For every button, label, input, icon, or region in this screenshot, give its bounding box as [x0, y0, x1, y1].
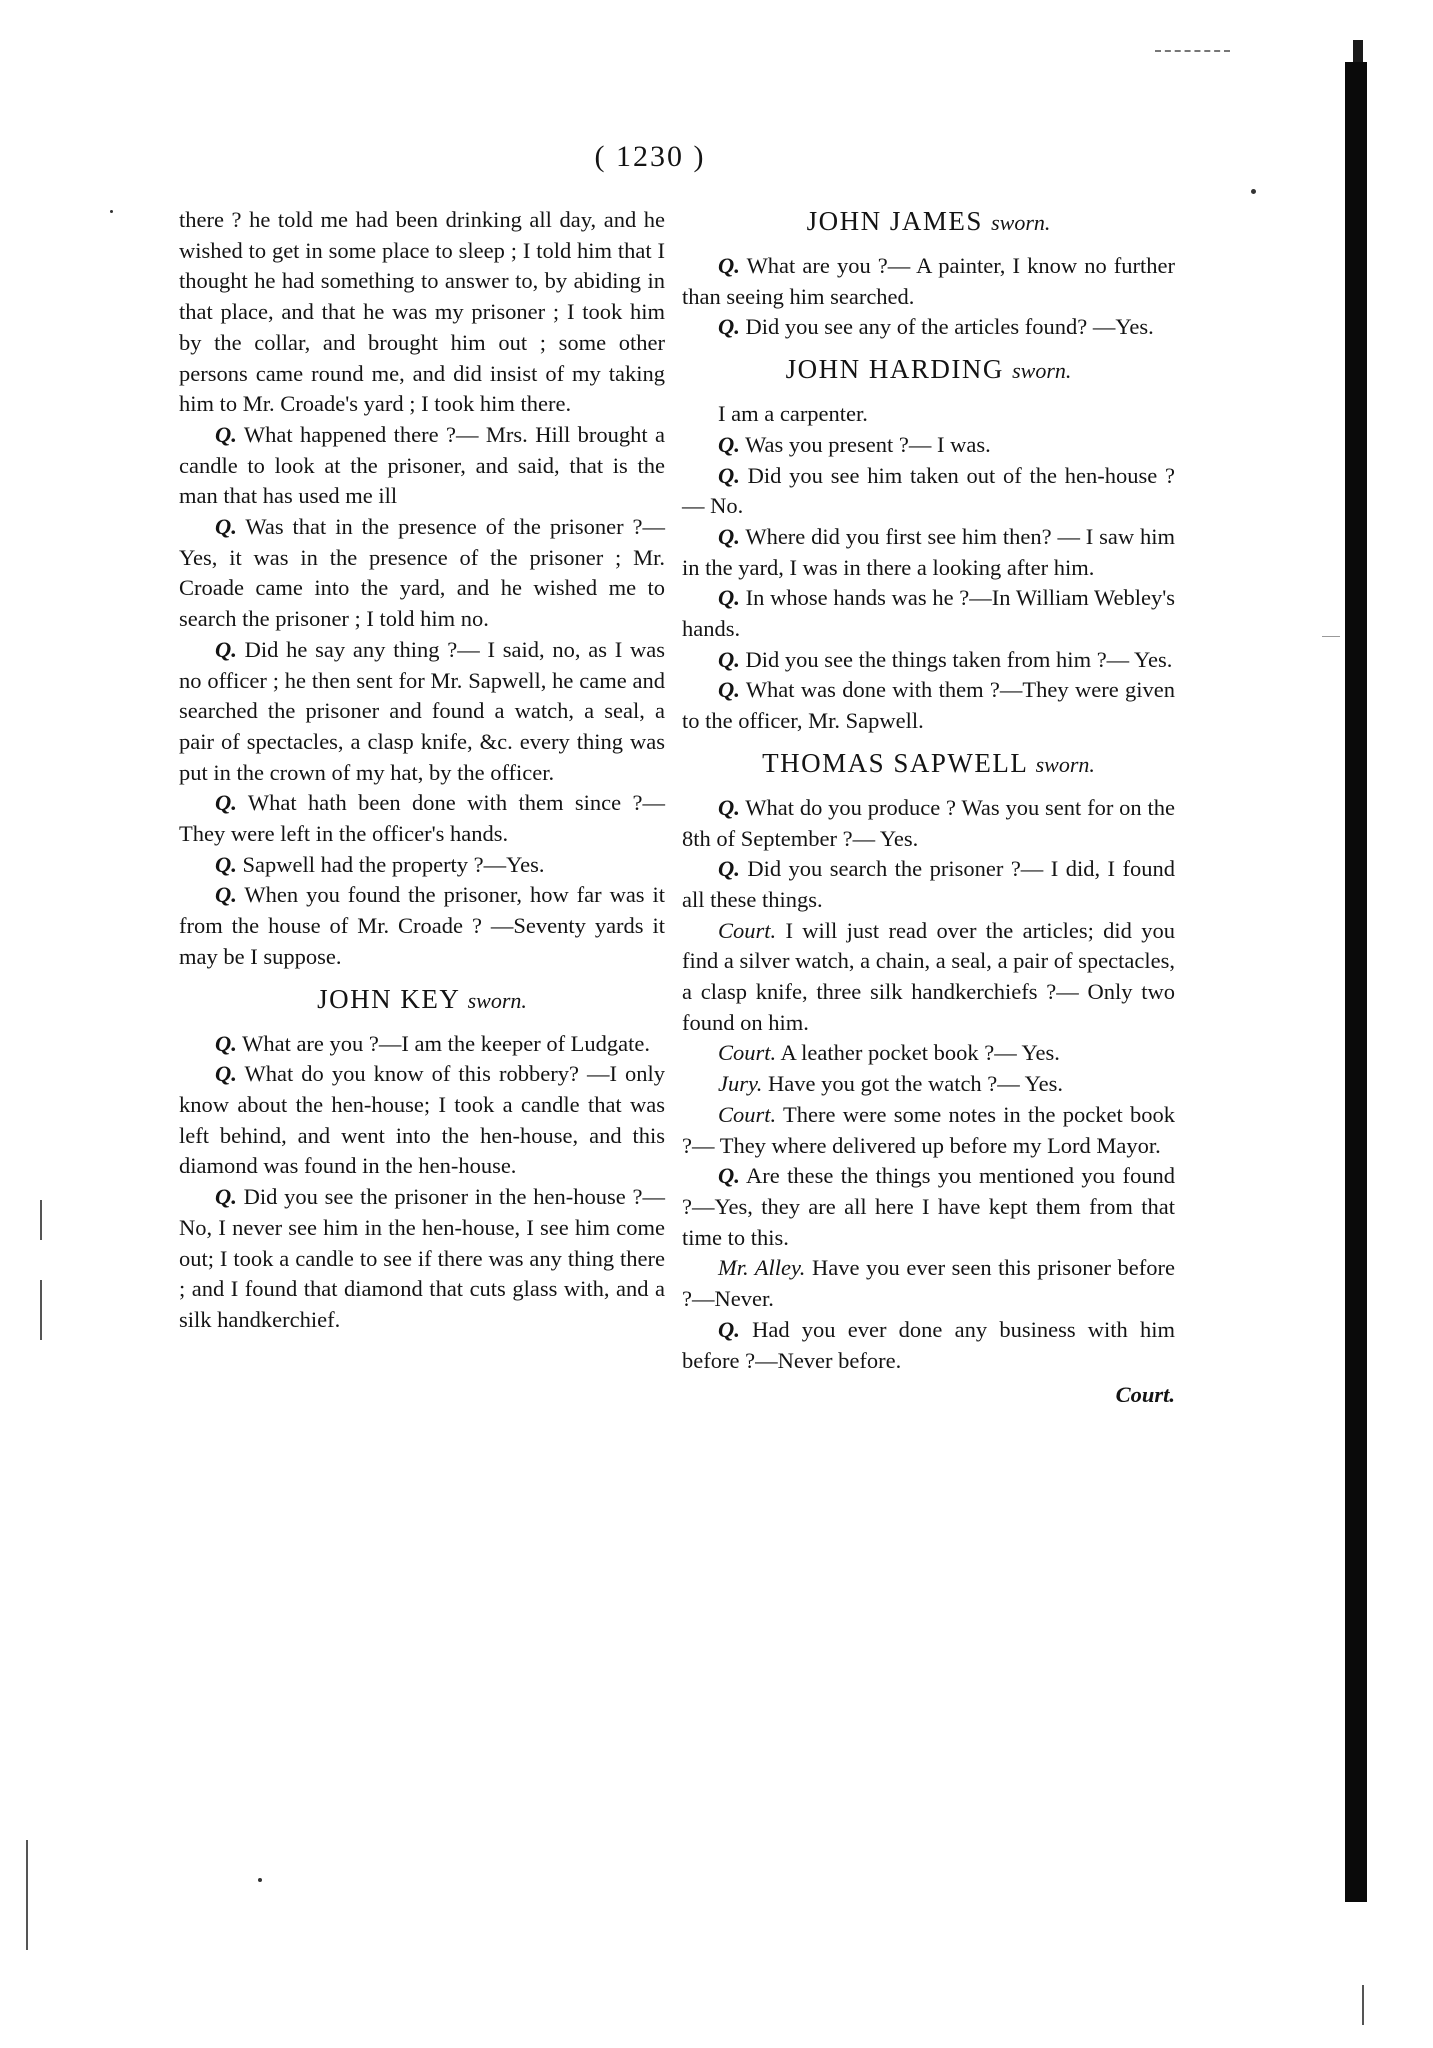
question-paragraph: Q. Had you ever done any business with him before ?—Never before. — [682, 1316, 1176, 1373]
question-marker: Q. — [215, 1184, 237, 1210]
question-marker: Q. — [718, 314, 740, 340]
catchword: Court. — [1115, 1382, 1175, 1408]
binding-edge-shadow — [1345, 62, 1367, 1902]
question-marker: Q. — [718, 253, 740, 278]
speaker-label: Court. — [718, 1040, 777, 1066]
question-paragraph: Q. What hath been done with them since ?— They were left in the officer's hands. — [179, 790, 666, 847]
speaker-label: Court. — [718, 1101, 777, 1127]
question-marker: Q. — [718, 794, 740, 820]
question-marker: Q. — [215, 882, 237, 908]
scan-mark-left-3 — [26, 1840, 28, 1950]
speaker-paragraph: Mr. Alley. Have you ever seen this prisoner before ?—Never. — [682, 1255, 1176, 1312]
question-paragraph: Q. Sapwell had the property ?—Yes. — [215, 851, 545, 877]
question-paragraph: Q. Did you see the things taken from him ?— Yes. — [718, 646, 1173, 672]
scan-crop-mark — [1322, 636, 1340, 637]
ink-speck — [110, 210, 113, 213]
question-paragraph: Q. What are you ?—I am the keeper of Ludgate. — [215, 1030, 651, 1056]
question-marker: Q. — [215, 1061, 237, 1087]
witness-heading-thomas-sapwell: THOMAS SAPWELL sworn. — [762, 747, 1095, 778]
question-paragraph: Q. In whose hands was he ?—In William Webley's hands. — [682, 585, 1176, 642]
question-paragraph: Q. Where did you first see him then? — I saw him in the yard, I was in there a looking after him. — [682, 523, 1176, 580]
question-paragraph: Q. Was you present ?— I was. — [718, 431, 991, 457]
right-column — [682, 205, 1175, 1411]
question-marker: Q. — [718, 677, 740, 703]
witness-heading-john-james: JOHN JAMES sworn. — [806, 206, 1051, 236]
question-paragraph: Q. Did he say any thing ?— I said, no, as I was no officer ; he then sent for Mr. Sapwell, he came and searched the prisoner and found a watch, a seal, a pair of spectacles, a clasp knife, &c. every thing was put in the crown of my hat, by the officer. — [179, 636, 666, 785]
scan-mark-left-1 — [40, 1200, 42, 1240]
scan-mark-right — [1362, 1985, 1364, 2025]
speaker-paragraph: Jury. Have you got the watch ?— Yes. — [718, 1071, 1063, 1097]
question-paragraph: Q. Did you see the prisoner in the hen-house ?—No, I never see him in the hen-house, I see him come out; I took a candle to see if there was any thing there ; and I found that diamond that cuts glass with, and a silk handkerchief. — [179, 1184, 665, 1332]
question-paragraph: Q. When you found the prisoner, how far was it from the house of Mr. Croade ? —Seventy yards it may be I suppose. — [179, 882, 666, 969]
question-marker: Q. — [718, 431, 740, 457]
left-column — [179, 205, 665, 1336]
witness-heading-john-harding: JOHN HARDING sworn. — [785, 354, 1072, 385]
question-marker: Q. — [718, 462, 740, 488]
speaker-paragraph: Court. I will just read over the articles; did you find a silver watch, a chain, a seal, a pair of spectacles, a clasp knife, three silk handkerchiefs ?— Only two found on him. — [682, 917, 1175, 1035]
question-marker: Q. — [718, 856, 740, 882]
scan-mark-left-2 — [40, 1280, 42, 1340]
paragraph: I am a carpenter. — [718, 401, 868, 427]
question-paragraph: Q. What happened there ?— Mrs. Hill brought a candle to look at the prisoner, and said, that is the man that has used me ill — [179, 421, 665, 509]
question-paragraph: Q. Did you search the prisoner ?— I did, I found all these things. — [682, 856, 1175, 912]
question-paragraph: Q. Are these the things you mentioned you found ?—Yes, they are all here I have kept them from that time to this. — [682, 1163, 1175, 1250]
question-paragraph: Q. Was that in the presence of the prisoner ?— Yes, it was in the presence of the prisoner ; Mr. Croade came into the yard, and he wished me to search the prisoner ; I told him no. — [179, 514, 666, 632]
question-paragraph: Q. Did you see any of the articles found? —Yes. — [718, 314, 1154, 340]
question-marker: Q. — [718, 1163, 740, 1189]
scan-mark-top — [1155, 50, 1230, 52]
speaker-paragraph: Court. There were some notes in the pocket book ?— They where delivered up before my Lord Mayor. — [682, 1101, 1175, 1158]
question-marker: Q. — [215, 636, 237, 662]
ink-speck — [258, 1878, 262, 1882]
question-marker: Q. — [215, 790, 237, 816]
speaker-label: Court. — [718, 917, 777, 943]
question-paragraph: Q. What do you know of this robbery? —I only know about the hen-house; I took a candle that was left behind, and went into the hen-house, and this diamond was found in the hen-house. — [179, 1061, 665, 1179]
speaker-label: Mr. Alley. — [718, 1255, 806, 1281]
ink-speck — [1251, 189, 1256, 194]
question-paragraph: Q. What was done with them ?—They were given to the officer, Mr. Sapwell. — [682, 677, 1175, 734]
question-marker: Q. — [215, 851, 237, 877]
question-marker: Q. — [215, 514, 237, 540]
question-paragraph: Q. What are you ?— A painter, I know no further than seeing him searched. — [682, 253, 1175, 309]
question-marker: Q. — [718, 1316, 740, 1342]
paragraph: there ? he told me had been drinking all day, and he wished to get in some place to sleep ; I told him that I thought he had something to answer to, by abiding in that place, and that he was my prisoner ; I took him by the collar, and brought him out ; some other persons came round me, and did insist of my taking him to Mr. Croade's yard ; I took him there. — [179, 207, 665, 417]
question-paragraph: Q. What do you produce ? Was you sent for on the 8th of September ?— Yes. — [682, 794, 1175, 851]
question-marker: Q. — [215, 1030, 237, 1056]
question-paragraph: Q. Did you see him taken out of the hen-house ?— No. — [682, 462, 1175, 519]
speaker-label: Jury. — [718, 1071, 763, 1097]
witness-heading-john-key: JOHN KEY sworn. — [317, 983, 527, 1014]
question-marker: Q. — [215, 421, 237, 447]
page-number: ( 1230 ) — [594, 140, 706, 173]
question-marker: Q. — [718, 646, 740, 672]
question-marker: Q. — [718, 523, 740, 549]
question-marker: Q. — [718, 585, 740, 611]
speaker-paragraph: Court. A leather pocket book ?— Yes. — [718, 1040, 1060, 1066]
